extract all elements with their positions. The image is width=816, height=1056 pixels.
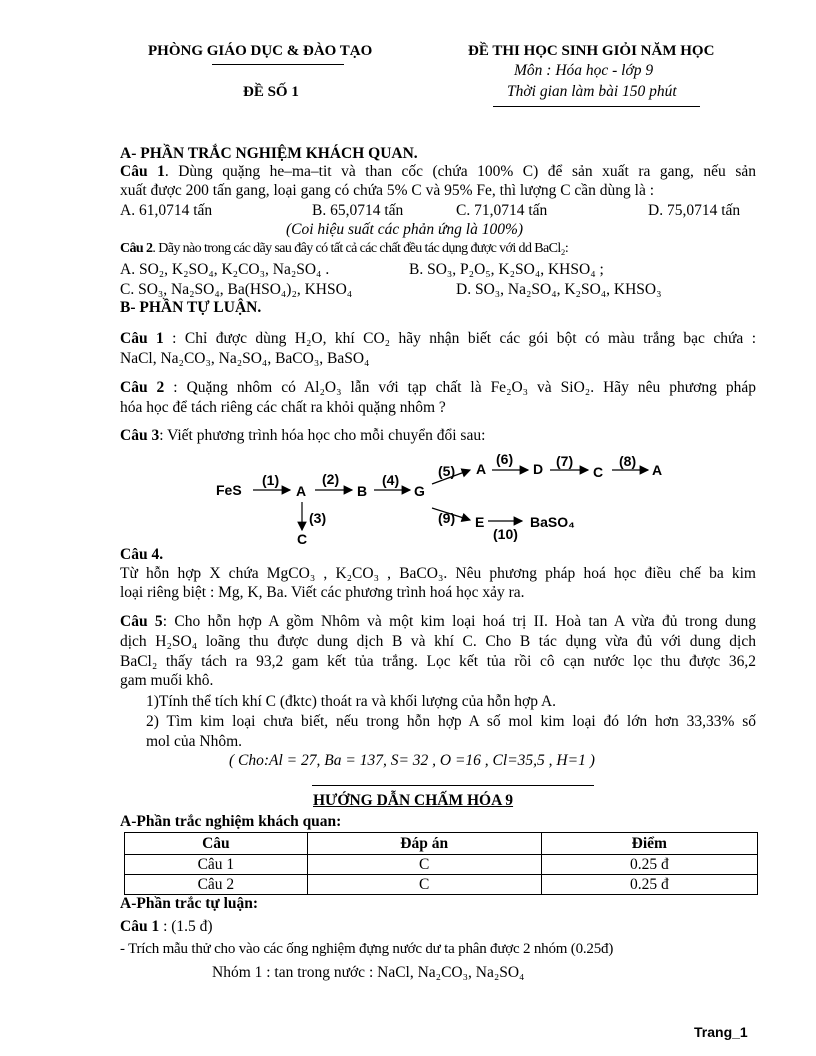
q1-label: Câu 1 [120,163,165,180]
scheme-d: D [533,461,544,477]
q2-label: Câu 2 [120,241,153,256]
table-cell: 0.25 đ [541,875,757,895]
exam-subject: Môn : Hóa học - lớp 9 [514,62,654,79]
scheme-n9: (9) [438,510,456,526]
scheme-n8: (8) [619,453,637,469]
q1-option-b: B. 65,0714 tấn [312,202,404,219]
scheme-n6: (6) [496,451,514,467]
answer-header-question: Câu [125,833,308,855]
table-cell: Câu 2 [125,875,308,895]
exam-duration: Thời gian làm bài 150 phút [507,83,677,100]
q2-option-a: A. SO₂, K₂SO₄, K₂CO₃, Na₂SO₄ . [120,261,330,278]
table-cell: 0.25 đ [541,855,757,875]
scheme-n4: (4) [382,472,400,488]
scheme-g: G [414,483,425,499]
table-cell: Câu 1 [125,855,308,875]
b-c5-sub2a: 2) Tìm kim loại chưa biết, nếu trong hỗn hợp A số mol kim loại đó lớn hơn 33,33% số [146,713,756,730]
b-c2-text: : Quặng nhôm có Al₂O₃ lẫn với tạp chất là Fe₂O₃ và SiO₂. Hãy nêu phương pháp [164,379,756,396]
answer-title: HƯỚNG DẪN CHẤM HÓA 9 [313,792,514,809]
b-c5-sub1: 1)Tính thể tích khí C (đktc) thoát ra và khối lượng của hỗn hợp A. [146,693,557,710]
scheme-n10: (10) [493,526,518,542]
scheme-n3: (3) [309,510,327,526]
scheme-b: B [357,483,368,499]
b-c5-given: ( Cho:Al = 27, Ba = 137, S= 32 , O =16 , Cl=35,5 , H=1 ) [229,752,595,769]
scheme-n2: (2) [322,471,340,487]
q1-option-c: C. 71,0714 tấn [456,202,548,219]
answer-part-b-title: A-Phần trắc tự luận: [120,895,259,912]
scheme-n1: (1) [262,472,280,488]
b-c5-line4: gam muối khô. [120,672,214,689]
scheme-n5: (5) [438,463,456,479]
q1-option-d: D. 75,0714 tấn [648,202,741,219]
scheme-n7: (7) [556,453,574,469]
exam-number: ĐỀ SỐ 1 [243,84,299,100]
q1-option-a: A. 61,0714 tấn [120,202,213,219]
scheme-baso4: BaSO₄ [530,514,575,530]
table-row [125,875,758,895]
b-c5-line2: dịch H₂SO₄ loãng thu được dung dịch B và khí C. Cho B tác dụng vừa đủ với dung dịch [120,633,756,650]
b-c5-text: : Cho hỗn hợp A gồm Nhôm và một kim loại hoá trị II. Hoà tan A vừa đủ trong dung [162,613,756,630]
q1-line2: xuất được 200 tấn gang, loại gang có chứa 5% C và 95% Fe, thì lượng C cần dùng là : [120,182,655,199]
part-a-title: A- PHẦN TRẮC NGHIỆM KHÁCH QUAN. [120,145,418,162]
scheme-a2: A [476,461,487,477]
answer-table [124,832,758,895]
b-c1-line2: NaCl, Na₂CO₃, Na₂SO₄, BaCO₃, BaSO₄ [120,350,370,367]
org-name: PHÒNG GIÁO DỤC & ĐÀO TẠO [148,43,373,59]
answer-c1-score: : (1.5 đ) [159,918,213,935]
answer-c1-group1: Nhóm 1 : tan trong nước : NaCl, Na₂CO₃, Na₂SO₄ [212,964,525,981]
b-c3-label: Câu 3 [120,427,160,444]
q2-option-b: B. SO₃, P₂O₅, K₂SO₄, KHSO₄ ; [409,261,604,278]
answer-header-answer: Đáp án [307,833,541,855]
scheme-fes: FeS [216,482,242,498]
answer-c1-label: Câu 1 [120,918,160,935]
scheme-e: E [475,514,485,530]
part-b-title: B- PHẦN TỰ LUẬN. [120,299,262,316]
q2-option-c: C. SO₃, Na₂SO₄, Ba(HSO₄)₂, KHSO₄ [120,281,353,298]
answer-part-a-title: A-Phần trắc nghiệm khách quan: [120,813,342,830]
exam-title: ĐỀ THI HỌC SINH GIỎI NĂM HỌC [468,43,715,59]
b-c3-text: : Viết phương trình hóa học cho mỗi chuyển đổi sau: [159,427,486,444]
b-c4-line1: Từ hỗn hợp X chứa MgCO₃ , K₂CO₃ , BaCO₃. Nêu phương pháp hoá học điều chế ba kim [120,565,756,582]
b-c5-sub2b: mol của Nhôm. [146,733,242,750]
b-c2-line2: hóa học để tách riêng các chất ra khỏi quặng nhôm ? [120,399,446,416]
scheme-a1: A [296,483,307,499]
page-number: Trang_1 [694,1024,748,1040]
answer-header-score: Điểm [541,833,757,855]
scheme-a3: A [652,462,663,478]
table-cell: C [307,875,541,895]
q2-text: . Dãy nào trong các dãy sau đây có tất cả các chất đều tác dụng được với dd BaCl₂: [152,241,569,256]
b-c5-label: Câu 5 [120,613,163,630]
b-c4-label: Câu 4. [120,546,164,563]
table-cell: C [307,855,541,875]
scheme-c2: C [593,464,604,480]
answer-top-rule [312,785,594,786]
answer-c1 [120,918,213,936]
b-c2-label: Câu 2 [120,379,165,396]
q1-note: (Coi hiệu suất các phản ứng là 100%) [286,221,524,238]
answer-c1-step: - Trích mẫu thử cho vào các ống nghiệm đựng nước dư ta phân được 2 nhóm (0.25đ) [120,941,614,957]
b-c4-line2: loại riêng biệt : Mg, K, Ba. Viết các phương trình hoá học xảy ra. [120,584,525,601]
table-row [125,855,758,875]
scheme-c1: C [297,531,308,547]
q1-text: . Dùng quặng he–ma–tit và than cốc (chứa 100% C) để sản xuất ra gang, nếu sản [164,163,756,180]
b-c1-label: Câu 1 [120,330,164,347]
b-c5-line3: BaCl₂ thấy tách ra 93,2 gam kết tủa trắng. Lọc kết tủa rồi cô cạn nước lọc thu được 36,2 [120,653,756,670]
b-c1-text: : Chỉ được dùng H₂O, khí CO₂ hãy nhận biết các gói bột có màu trắng bạc chứa : [163,330,756,347]
b-c5-line1 [120,613,756,631]
q2-option-d: D. SO₃, Na₂SO₄, K₂SO₄, KHSO₃ [456,281,662,298]
